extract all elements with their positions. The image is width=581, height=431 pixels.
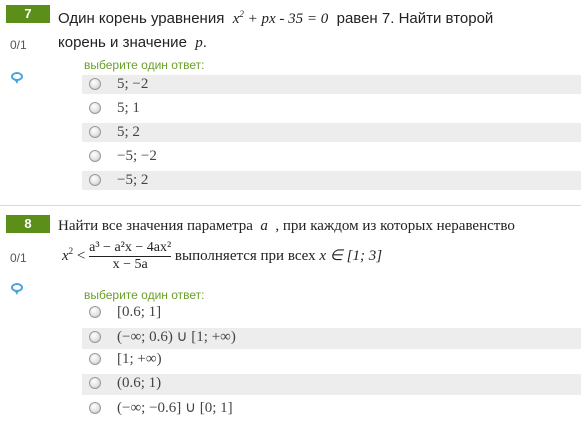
answer-hint: выберите один ответ: [84, 58, 205, 72]
answer-option[interactable]: 5; 2 [82, 123, 581, 142]
radio-button[interactable] [89, 402, 101, 414]
comment-bubble-icon[interactable] [11, 72, 23, 81]
answer-option[interactable]: 5; −2 [82, 75, 581, 94]
answer-option[interactable]: −5; −2 [82, 147, 581, 166]
answer-option[interactable]: (−∞; 0.6) ∪ [1; +∞) [82, 328, 581, 349]
answer-option[interactable]: −5; 2 [82, 171, 581, 190]
question-7 [0, 0, 581, 200]
question-number-badge: 8 [6, 215, 50, 233]
radio-button[interactable] [89, 150, 101, 162]
answer-option[interactable]: (0.6; 1) [82, 374, 581, 395]
radio-button[interactable] [89, 78, 101, 90]
question-8 [0, 213, 581, 431]
radio-button[interactable] [89, 353, 101, 365]
fraction: $\frac{\text{a³ − a²x − 4ax²}}{x - 5a}$ [89, 240, 172, 272]
radio-button[interactable] [89, 377, 101, 389]
answer-option[interactable]: [0.6; 1] [82, 303, 581, 323]
comment-bubble-icon[interactable] [11, 283, 23, 292]
equation: $x^2$ + px - 35 = 0 [232, 9, 329, 27]
question-number-badge: 7 [6, 5, 50, 23]
radio-button[interactable] [89, 174, 101, 186]
inequality: $x^2$ < $\frac{\text{a³ − a²x − 4ax²}}{x - 5a}$ выполняется при всех x ∈ [1; 3] [62, 240, 383, 272]
question-text: Найти все значения параметра a , при каждом из которых неравенство [58, 218, 515, 234]
radio-button[interactable] [89, 331, 101, 343]
answer-hint: выберите один ответ: [84, 288, 205, 302]
answer-option[interactable]: 5; 1 [82, 99, 581, 118]
question-score: 0/1 [10, 38, 27, 52]
radio-button[interactable] [89, 306, 101, 318]
question-text: Один корень уравнения $x^2$ + px - 35 = 0 равен 7. Найти второй [58, 9, 494, 27]
question-text-line2: корень и значение p. [58, 34, 207, 51]
question-score: 0/1 [10, 251, 27, 265]
radio-button[interactable] [89, 126, 101, 138]
answer-option[interactable]: [1; +∞) [82, 350, 581, 370]
radio-button[interactable] [89, 102, 101, 114]
divider [0, 205, 581, 206]
answer-option[interactable]: (−∞; −0.6] ∪ [0; 1] [82, 399, 581, 419]
